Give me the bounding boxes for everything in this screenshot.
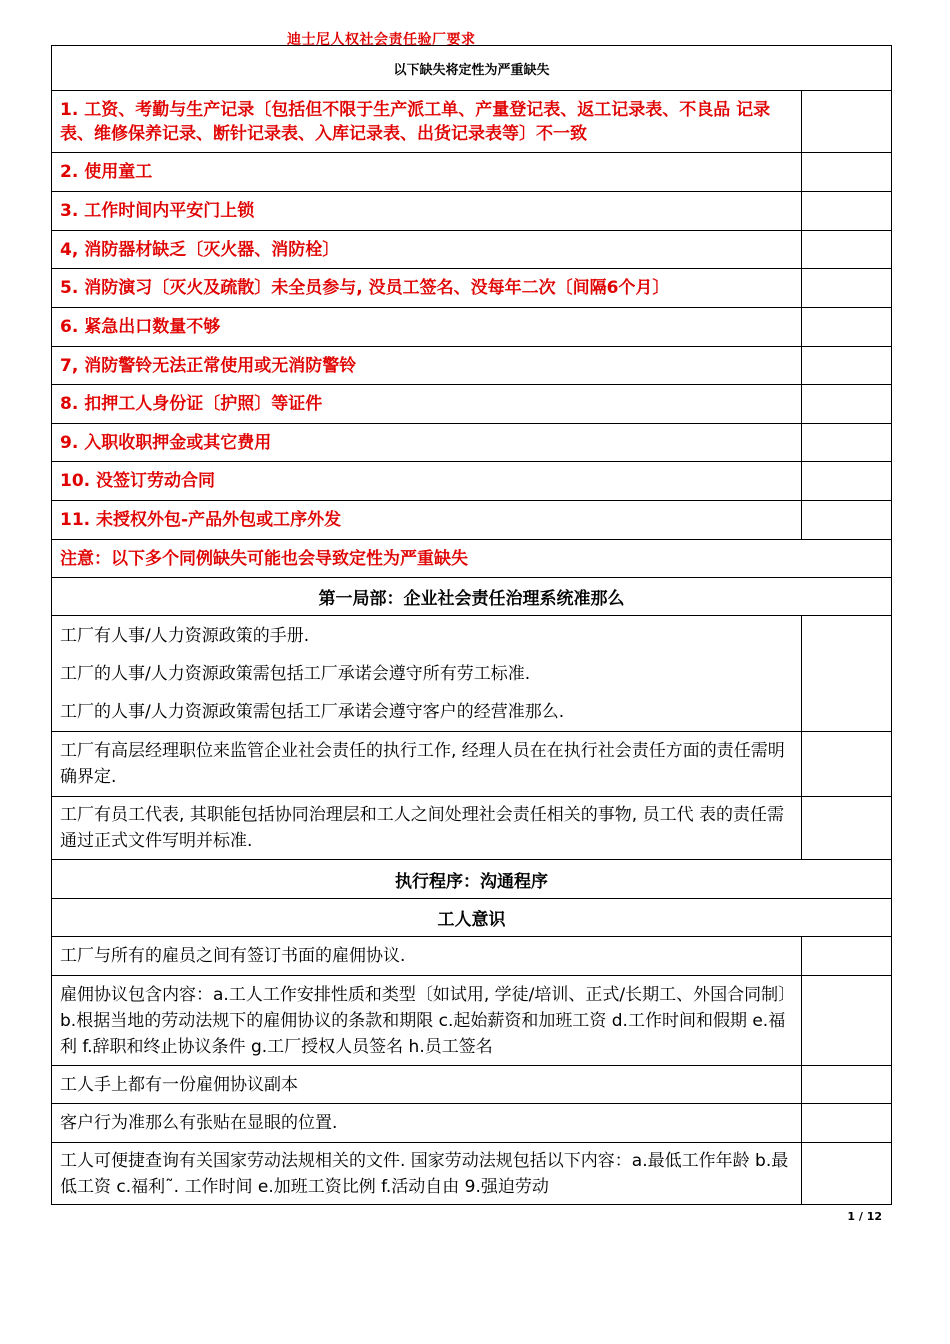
critical-item-text: 4, 消防器材缺乏〔灭火器、消防栓〕	[52, 231, 802, 269]
critical-item-row	[52, 308, 892, 347]
check-cell	[802, 231, 892, 269]
policy-line: 工厂有人事/人力资源政策的手册.	[60, 625, 310, 646]
section-title: 第一局部：企业社会责任治理系统准那么	[52, 578, 892, 616]
check-cell	[802, 937, 892, 976]
section-heading-row	[52, 578, 892, 616]
critical-item-text: 7, 消防警铃无法正常使用或无消防警铃	[52, 347, 802, 385]
section-title: 执行程序：沟通程序	[52, 860, 892, 899]
critical-item-text: 3. 工作时间内平安门上锁	[52, 192, 802, 231]
requirement-row	[52, 797, 892, 860]
audit-requirements-table	[51, 45, 892, 1205]
document-title: 迪士尼人权社会责任验厂要求	[287, 32, 476, 48]
policy-line: 工厂的人事/人力资源政策需包括工厂承诺会遵守客户的经营准那么.	[60, 701, 565, 722]
requirement-text: 工厂有员工代表, 其职能包括协同治理层和工人之间处理社会责任相关的事物, 员工代 表的责任需通过正式文件写明并标准.	[52, 797, 802, 860]
check-cell	[802, 616, 892, 732]
critical-item-row	[52, 462, 892, 501]
check-cell	[802, 1066, 892, 1104]
page-number: 1 / 12	[847, 1210, 882, 1223]
check-cell	[802, 1104, 892, 1143]
critical-item-text: 9. 入职收职押金或其它费用	[52, 424, 802, 462]
check-cell	[802, 1143, 892, 1205]
requirement-text: 工厂有高层经理职位来监管企业社会责任的执行工作, 经理人员在在执行社会责任方面的责任需明确界定.	[52, 732, 802, 797]
check-cell	[802, 732, 892, 797]
requirement-text	[52, 616, 802, 732]
critical-item-row	[52, 231, 892, 269]
critical-item-row	[52, 385, 892, 424]
check-cell	[802, 385, 892, 424]
section-heading-row	[52, 899, 892, 937]
check-cell	[802, 91, 892, 153]
requirement-row	[52, 1066, 892, 1104]
check-cell	[802, 269, 892, 308]
intro-row	[52, 46, 892, 91]
check-cell	[802, 462, 892, 501]
requirement-row	[52, 976, 892, 1066]
intro-text: 以下缺失将定性为严重缺失	[52, 46, 892, 91]
requirement-row	[52, 1104, 892, 1143]
critical-item-text: 2. 使用童工	[52, 153, 802, 192]
section-heading-row	[52, 860, 892, 899]
critical-item-text: 5. 消防演习〔灭火及疏散〕未全员参与, 没员工签名、没每年二次〔间隔6个月〕	[52, 269, 802, 308]
requirement-row	[52, 937, 892, 976]
requirement-text: 雇佣协议包含内容：a.工人工作安排性质和类型〔如试用, 学徒/培训、正式/长期工、外国合同制〕b.根据当地的劳动法规下的雇佣协议的条款和期限 c.起始薪资和加班工资 d.工作时间和假期 e.福利 f.辞职和终止协议条件 g.工厂授权人员签名 h.员工签名	[52, 976, 802, 1066]
check-cell	[802, 153, 892, 192]
critical-item-text: 6. 紧急出口数量不够	[52, 308, 802, 347]
check-cell	[802, 976, 892, 1066]
critical-item-text: 1. 工资、考勤与生产记录〔包括但不限于生产派工单、产量登记表、返工记录表、不良品 记录表、维修保养记录、断针记录表、入库记录表、出货记录表等〕不一致	[52, 91, 802, 153]
requirement-text: 客户行为准那么有张贴在显眼的位置.	[52, 1104, 802, 1143]
requirement-text: 工厂与所有的雇员之间有签订书面的雇佣协议.	[52, 937, 802, 976]
critical-item-row	[52, 424, 892, 462]
requirement-text: 工人手上都有一份雇佣协议副本	[52, 1066, 802, 1104]
check-cell	[802, 797, 892, 860]
critical-item-row	[52, 347, 892, 385]
check-cell	[802, 192, 892, 231]
critical-note-row	[52, 540, 892, 578]
check-cell	[802, 308, 892, 347]
policy-line: 工厂的人事/人力资源政策需包括工厂承诺会遵守所有劳工标准.	[60, 663, 531, 684]
requirement-row	[52, 616, 892, 732]
critical-note-text: 注意：以下多个同例缺失可能也会导致定性为严重缺失	[52, 540, 892, 578]
section-title: 工人意识	[52, 899, 892, 937]
critical-item-row	[52, 501, 892, 540]
check-cell	[802, 501, 892, 540]
critical-item-row	[52, 153, 892, 192]
critical-item-row	[52, 269, 892, 308]
check-cell	[802, 347, 892, 385]
critical-item-text: 8. 扣押工人身份证〔护照〕等证件	[52, 385, 802, 424]
critical-item-row	[52, 91, 892, 153]
requirement-row	[52, 732, 892, 797]
requirement-row	[52, 1143, 892, 1205]
critical-item-row	[52, 192, 892, 231]
check-cell	[802, 424, 892, 462]
critical-item-text: 11. 未授权外包-产品外包或工序外发	[52, 501, 802, 540]
critical-item-text: 10. 没签订劳动合同	[52, 462, 802, 501]
requirement-text: 工人可便捷查询有关国家劳动法规相关的文件. 国家劳动法规包括以下内容：a.最低工作年龄 b.最低工资 c.福利˜. 工作时间 e.加班工资比例 f.活动自由 9.强迫劳动	[52, 1143, 802, 1205]
